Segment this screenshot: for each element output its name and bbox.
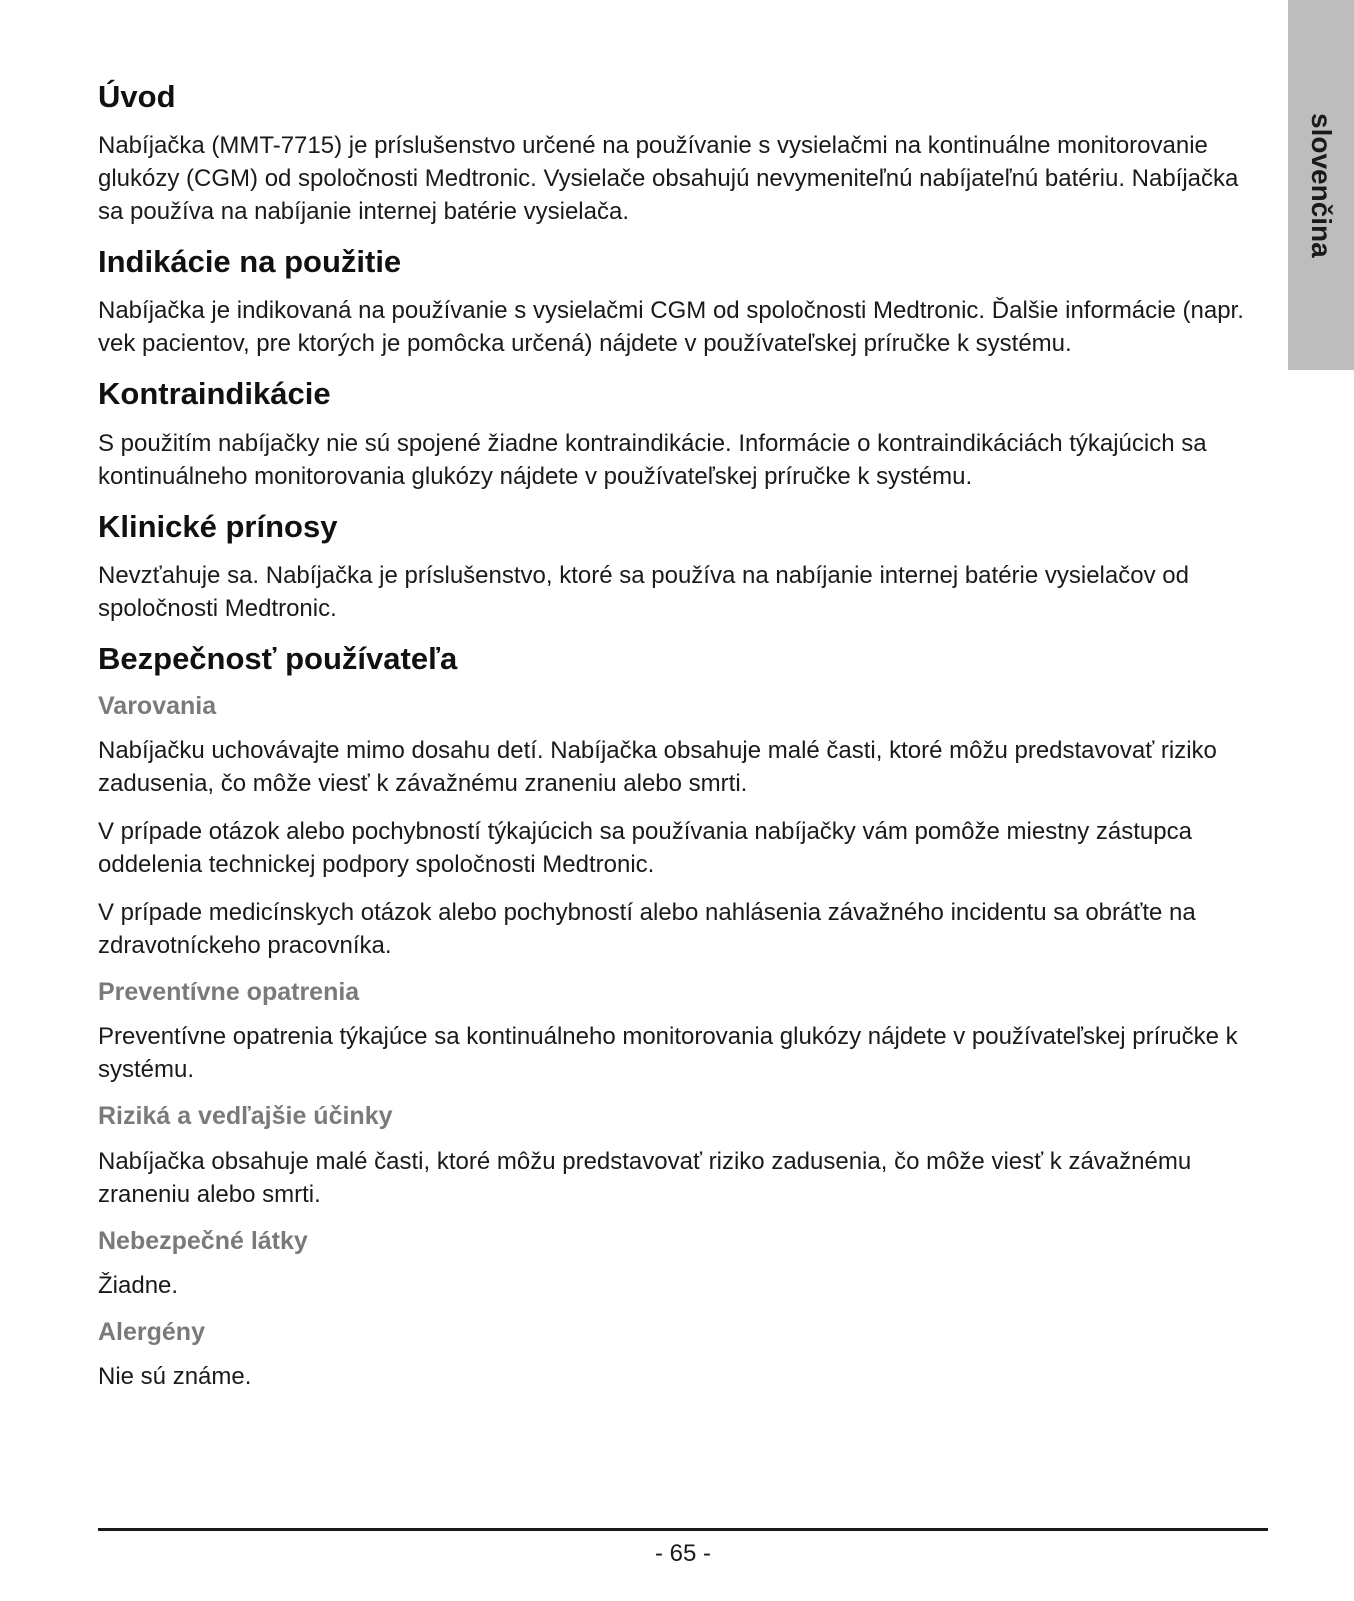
paragraph-varovania-2: V prípade otázok alebo pochybností týkajúcich sa používania nabíjačky vám pomôže miestny zástupca oddelenia technickej podpory spoločnosti Medtronic. (98, 818, 1192, 879)
heading-kontraindikacie: Kontraindikácie (98, 376, 331, 412)
document-body (98, 78, 1268, 1408)
paragraph-indikacie: Nabíjačka je indikovaná na používanie s vysielačmi CGM od spoločnosti Medtronic. Ďalšie informácie (napr. vek pacientov, pre ktorých je pomôcka určená) nájdete v používateľskej príručke k systému. (98, 297, 1244, 358)
paragraph-kontraindikacie: S použitím nabíjačky nie sú spojené žiadne kontraindikácie. Informácie o kontraindikáciách týkajúcich sa kontinuálneho monitorovania glukózy nájdete v používateľskej príručke k systému. (98, 429, 1207, 490)
subheading-varovania: Varovania (98, 691, 217, 720)
heading-bezpecnost: Bezpečnosť používateľa (98, 640, 458, 676)
subheading-latky: Nebezpečné látky (98, 1226, 308, 1255)
paragraph-rizika: Nabíjačka obsahuje malé časti, ktoré môžu predstavovať riziko zadusenia, čo môže viesť k závažnému zraneniu alebo smrti. (98, 1147, 1192, 1208)
paragraph-latky: Žiadne. (98, 1271, 179, 1299)
section-indikacie (98, 243, 1268, 360)
page-number: - 65 - (654, 1540, 711, 1567)
section-prinosy (98, 508, 1268, 625)
paragraph-preventivne: Preventívne opatrenia týkajúce sa kontinuálneho monitorovania glukózy nájdete v používateľskej príručke k systému. (98, 1023, 1238, 1084)
section-kontraindikacie (98, 375, 1268, 492)
footer-divider (98, 1528, 1268, 1531)
paragraph-prinosy: Nevzťahuje sa. Nabíjačka je príslušenstvo, ktoré sa používa na nabíjanie internej batérie vysielačov od spoločnosti Medtronic. (98, 561, 1189, 622)
paragraph-varovania-3: V prípade medicínskych otázok alebo pochybností alebo nahlásenia závažného incidentu sa obráťte na zdravotníckeho pracovníka. (98, 899, 1196, 960)
section-uvod (98, 78, 1268, 228)
paragraph-varovania-1: Nabíjačku uchovávajte mimo dosahu detí. Nabíjačka obsahuje malé časti, ktoré môžu predstavovať riziko zadusenia, čo môže viesť k závažnému zraneniu alebo smrti. (98, 737, 1217, 798)
heading-indikacie: Indikácie na použitie (98, 244, 402, 280)
language-tab-label: slovenčina (1306, 112, 1337, 258)
paragraph-alergeny: Nie sú známe. (98, 1363, 252, 1391)
heading-prinosy: Klinické prínosy (98, 508, 338, 544)
paragraph-uvod: Nabíjačka (MMT-7715) je príslušenstvo určené na používanie s vysielačmi na kontinuálne monitorovanie glukózy (CGM) od spoločnosti Medtronic. Vysielače obsahujú nevymeniteľnú nabíjateľnú batériu. Nabíjačka sa používa na nabíjanie internej batérie vysielača. (98, 132, 1239, 226)
subheading-preventivne: Preventívne opatrenia (98, 978, 360, 1007)
subheading-rizika: Riziká a vedľajšie účinky (98, 1102, 393, 1131)
subheading-alergeny: Alergény (98, 1317, 205, 1346)
section-bezpecnost (98, 640, 1268, 1393)
heading-uvod: Úvod (98, 79, 176, 114)
language-tab (1288, 0, 1354, 370)
